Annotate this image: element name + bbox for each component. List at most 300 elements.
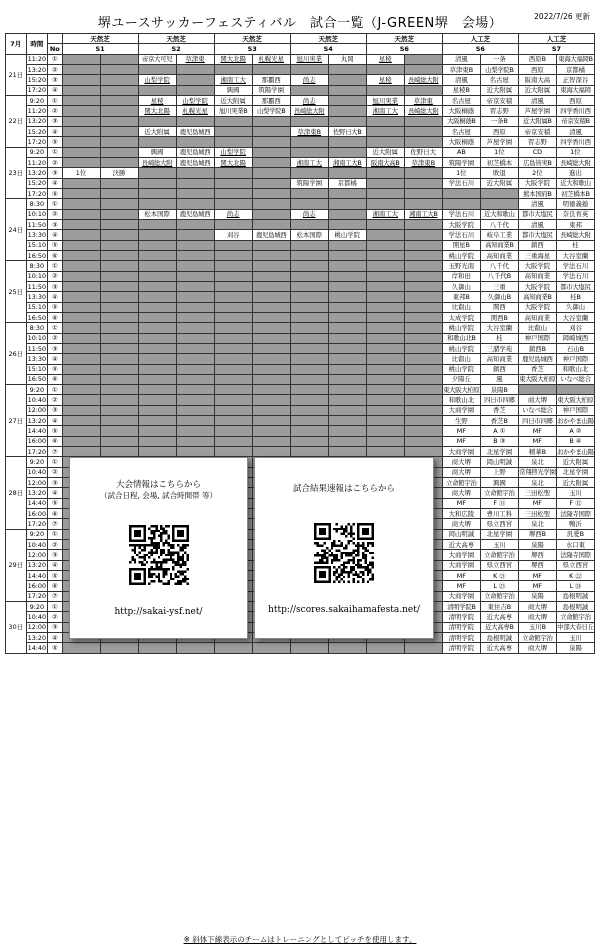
match-number-cell: ① [48, 602, 62, 612]
empty-cell [366, 199, 404, 209]
qr-module [324, 549, 326, 551]
match-number-cell: ② [48, 209, 62, 219]
qr-module [162, 575, 164, 577]
team-cell: 三重 [480, 281, 518, 291]
qr-module [179, 525, 181, 527]
qr-module [357, 542, 359, 544]
qr-module [165, 542, 167, 544]
empty-cell [252, 64, 290, 74]
qr-code-icon[interactable] [129, 525, 189, 585]
team-cell: 札幌光星 [176, 106, 214, 116]
qr-module [338, 566, 340, 568]
match-number-cell: ⑦ [48, 591, 62, 601]
empty-cell [214, 364, 252, 374]
qr-module [316, 537, 318, 539]
qr-module [319, 576, 321, 578]
team-cell: 大商学園 [442, 405, 480, 415]
empty-cell [366, 312, 404, 322]
empty-cell [176, 116, 214, 126]
qr-module [357, 576, 359, 578]
qr-module [321, 559, 323, 561]
time-cell: 8:30 [26, 323, 48, 333]
tournament-info-url[interactable]: http://sakai-ysf.net/ [114, 607, 203, 617]
qr-module [172, 544, 174, 546]
time-cell: 10:40 [27, 468, 47, 477]
empty-cell [290, 405, 328, 415]
qr-module [350, 571, 352, 573]
team-cell: 東大阪大柏原 [557, 396, 594, 405]
qr-module [362, 566, 364, 568]
qr-module [328, 528, 330, 530]
qr-module [367, 581, 369, 583]
qr-module [372, 537, 374, 539]
team-cell: 玉川 [480, 540, 518, 550]
time-cell: 9:20 [26, 147, 48, 157]
updated-date: 2022/7/26 更新 [534, 12, 590, 21]
qr-module [143, 580, 145, 582]
qr-module [177, 544, 179, 546]
qr-module [348, 542, 350, 544]
qr-module [336, 559, 338, 561]
table-row [6, 416, 595, 426]
empty-cell [328, 416, 366, 426]
qr-module [160, 537, 162, 539]
qr-module [333, 573, 335, 575]
time-cell: 17:20 [27, 447, 47, 456]
empty-cell [252, 261, 290, 271]
empty-cell [252, 302, 290, 312]
empty-cell [62, 395, 100, 405]
empty-cell [328, 302, 366, 312]
empty-cell [214, 447, 252, 457]
empty-cell [214, 302, 252, 312]
empty-cell [138, 188, 176, 198]
team-cell: CD [518, 147, 556, 157]
qr-module [338, 576, 340, 578]
team-cell: 大商学園 [442, 447, 480, 457]
team-cell: 1位 [556, 147, 594, 157]
qr-module [319, 528, 321, 530]
qr-module [136, 525, 138, 527]
qr-module [150, 542, 152, 544]
table-row [6, 364, 595, 374]
qr-module [143, 568, 145, 570]
empty-cell [328, 199, 366, 209]
empty-cell [252, 209, 290, 219]
empty-cell [252, 354, 290, 364]
qr-module [138, 575, 140, 577]
team-cell: 尚志 [290, 209, 328, 219]
qr-module [160, 532, 162, 534]
qr-module [172, 568, 174, 570]
time-cell: 9:20 [26, 602, 48, 612]
empty-cell [328, 106, 366, 116]
team-cell: 商大堺 [442, 467, 480, 477]
empty-cell [366, 643, 404, 653]
team-cell: 泉北 [518, 457, 556, 467]
qr-module [321, 554, 323, 556]
qr-module [372, 545, 374, 547]
team-cell: 大和広陵 [442, 509, 480, 519]
empty-cell [214, 219, 252, 229]
team-cell: 比叡山 [442, 354, 480, 364]
empty-cell [176, 281, 214, 291]
team-cell: 法隆寺国際 [556, 509, 594, 519]
team-cell: 阪南大高B [366, 157, 404, 167]
qr-module [143, 544, 145, 546]
results-url[interactable]: http://scores.sakaihamafesta.net/ [268, 605, 420, 615]
time-cell: 11:20 [27, 55, 47, 64]
qr-module [364, 530, 366, 532]
empty-cell [176, 250, 214, 260]
team-cell: 長崎総大附 [556, 157, 594, 167]
qr-module [357, 533, 359, 535]
empty-cell [366, 364, 404, 374]
time-cell: 11:50 [27, 220, 47, 229]
team-cell: B ③ [480, 436, 518, 446]
team-cell: 法隆寺国際 [556, 550, 594, 560]
empty-cell [404, 281, 442, 291]
qr-module [372, 578, 374, 580]
qr-module [340, 552, 342, 554]
empty-cell [252, 405, 290, 415]
empty-cell [100, 436, 138, 446]
team-cell: 東邦B [442, 292, 480, 302]
team-cell: 大商学園 [442, 550, 480, 560]
qr-module [319, 533, 321, 535]
time-header: 時間 [26, 34, 48, 55]
empty-cell [404, 230, 442, 240]
qr-module [357, 525, 359, 527]
team-cell: 関大北陽 [138, 106, 176, 116]
qr-module [314, 530, 316, 532]
time-cell: 13:20 [27, 561, 47, 570]
table-row [6, 178, 595, 188]
qr-module [155, 549, 157, 551]
empty-cell [62, 116, 100, 126]
team-cell: 長崎総大附 [138, 157, 176, 167]
qr-module [133, 525, 135, 527]
qr-module [328, 566, 330, 568]
team-cell: 熊本国府B [518, 188, 556, 198]
qr-module [167, 559, 169, 561]
qr-module [345, 528, 347, 530]
qr-module [340, 573, 342, 575]
empty-cell [404, 416, 442, 426]
qr-module [350, 540, 352, 542]
qr-module [177, 525, 179, 527]
team-cell: 和歌山北 [442, 395, 480, 405]
qr-module [364, 547, 366, 549]
team-cell: 桂 [556, 240, 594, 250]
qr-module [129, 530, 131, 532]
team-cell: 鎮西 [518, 240, 556, 250]
team-cell: 西原 [480, 126, 518, 136]
team-cell: 鹿児島城西 [176, 126, 214, 136]
team-cell: F ⑫ [556, 498, 594, 508]
qr-module [172, 566, 174, 568]
qr-module [314, 581, 316, 583]
empty-cell [404, 354, 442, 364]
qr-module [338, 528, 340, 530]
empty-cell [176, 405, 214, 415]
time-cell: 15:10 [27, 241, 47, 250]
empty-cell [366, 354, 404, 364]
qr-module [172, 539, 174, 541]
team-cell: 学法石川 [556, 271, 594, 281]
qr-module [157, 566, 159, 568]
qr-module [167, 525, 169, 527]
match-number-cell: ① [48, 529, 62, 539]
time-cell: 13:20 [27, 117, 47, 126]
team-cell: 近大附属 [480, 85, 518, 95]
empty-cell [290, 312, 328, 322]
empty-cell [100, 374, 138, 384]
team-cell: 大阪学院 [518, 302, 556, 312]
qr-module [167, 551, 169, 553]
qr-module [345, 566, 347, 568]
team-cell: 香芝 [480, 405, 518, 415]
team-cell: 清明学院 [442, 622, 480, 632]
qr-module [326, 581, 328, 583]
qr-module [150, 537, 152, 539]
qr-module [367, 523, 369, 525]
qr-module [372, 576, 374, 578]
footnote: ※ 斜体下線表示のチームはトレーニングとしてピッチを使用します。 [183, 935, 417, 944]
qr-module [138, 535, 140, 537]
empty-cell [328, 75, 366, 85]
qr-module [153, 535, 155, 537]
qr-module [162, 568, 164, 570]
qr-module [357, 530, 359, 532]
field-name-header: S6 [366, 44, 442, 54]
qr-module [155, 561, 157, 563]
qr-module [324, 573, 326, 575]
empty-cell [214, 116, 252, 126]
empty-cell [290, 64, 328, 74]
empty-cell [176, 447, 214, 457]
empty-cell [328, 323, 366, 333]
empty-cell [100, 405, 138, 415]
empty-cell [290, 240, 328, 250]
team-cell: MF [442, 426, 480, 436]
team-cell: 清明学院 [442, 612, 480, 622]
empty-cell [290, 219, 328, 229]
qr-module [141, 539, 143, 541]
empty-cell [62, 137, 100, 147]
qr-module [145, 561, 147, 563]
team-cell: 刈谷 [556, 323, 594, 333]
qr-module [357, 528, 359, 530]
empty-cell [138, 395, 176, 405]
qr-module [136, 573, 138, 575]
qr-module [362, 545, 364, 547]
qr-module [177, 563, 179, 565]
team-cell: MF [518, 581, 556, 591]
match-number-cell: ② [48, 157, 62, 167]
team-cell: 丸岡 [328, 54, 366, 64]
qr-module [143, 559, 145, 561]
empty-cell [404, 405, 442, 415]
qr-module [165, 539, 167, 541]
team-cell: 堺西 [518, 550, 556, 560]
qr-module [138, 530, 140, 532]
empty-cell [480, 188, 518, 198]
qr-module [372, 561, 374, 563]
match-number-cell: ⑤ [48, 643, 62, 653]
field-type-header: 天然芝 [214, 34, 290, 44]
qr-module [367, 537, 369, 539]
field-type-header: 天然芝 [290, 34, 366, 44]
empty-cell [404, 126, 442, 136]
qr-module [324, 554, 326, 556]
match-number-cell: ⑤ [48, 302, 62, 312]
empty-cell [100, 395, 138, 405]
qr-module [184, 525, 186, 527]
qr-module [362, 554, 364, 556]
empty-cell [100, 178, 138, 188]
qr-module [345, 571, 347, 573]
time-cell: 16:00 [27, 437, 47, 446]
team-cell: 都市大塩尻 [518, 230, 556, 240]
empty-cell [100, 188, 138, 198]
team-cell: 湘南工大B [404, 209, 442, 219]
results-panel[interactable] [254, 457, 434, 639]
qr-module [314, 535, 316, 537]
time-cell: 13:20 [27, 416, 47, 425]
qr-module [348, 576, 350, 578]
qr-module [331, 547, 333, 549]
empty-cell [290, 292, 328, 302]
qr-module [129, 578, 131, 580]
qr-module [129, 539, 131, 541]
team-cell: 帝京安積B [556, 116, 594, 126]
qr-module [157, 575, 159, 577]
qr-module [129, 573, 131, 575]
time-cell: 10:10 [27, 334, 47, 343]
empty-cell [290, 374, 328, 384]
qr-module [162, 527, 164, 529]
qr-module [343, 552, 345, 554]
qr-module [352, 559, 354, 561]
empty-cell [328, 312, 366, 322]
qr-module [181, 549, 183, 551]
team-cell: 生野 [442, 416, 480, 426]
qr-module [319, 559, 321, 561]
qr-module [133, 575, 135, 577]
qr-module [179, 530, 181, 532]
qr-module [360, 537, 362, 539]
empty-cell [290, 168, 328, 178]
qr-module [172, 525, 174, 527]
team-cell: 興國 [480, 478, 518, 488]
qr-module [350, 554, 352, 556]
team-cell: 佐野日大 [404, 147, 442, 157]
qr-module [177, 551, 179, 553]
qr-code-icon[interactable] [314, 523, 374, 583]
team-cell: 桂 [480, 333, 518, 343]
qr-module [340, 533, 342, 535]
time-cell: 13:20 [27, 489, 47, 498]
time-cell: 12:00 [27, 478, 47, 487]
qr-module [174, 583, 176, 585]
qr-module [372, 542, 374, 544]
team-cell: 決勝 [100, 168, 138, 178]
qr-module [328, 554, 330, 556]
qr-module [314, 537, 316, 539]
empty-cell [138, 436, 176, 446]
qr-module [131, 556, 133, 558]
team-cell: 関大北陽 [214, 157, 252, 167]
empty-cell [138, 323, 176, 333]
day-cell: 26日 [6, 323, 27, 385]
qr-module [177, 583, 179, 585]
team-cell: 名古屋 [480, 75, 518, 85]
qr-module [133, 578, 135, 580]
empty-cell [214, 261, 252, 271]
day-cell: 22日 [6, 95, 27, 147]
qr-module [155, 525, 157, 527]
team-cell: 県立西宮 [480, 560, 518, 570]
qr-module [186, 544, 188, 546]
empty-cell [404, 250, 442, 260]
match-number-cell: ④ [48, 178, 62, 188]
empty-cell [62, 126, 100, 136]
empty-cell [176, 271, 214, 281]
qr-module [319, 523, 321, 525]
qr-module [364, 549, 366, 551]
qr-module [129, 535, 131, 537]
team-cell: 草津東 [404, 95, 442, 105]
empty-cell [252, 281, 290, 291]
qr-module [372, 573, 374, 575]
field-name-header: S1 [62, 44, 138, 54]
empty-cell [366, 168, 404, 178]
qr-module [129, 580, 131, 582]
empty-cell [328, 219, 366, 229]
team-cell: 近大高専 [442, 540, 480, 550]
empty-cell [290, 416, 328, 426]
empty-cell [214, 250, 252, 260]
empty-cell [252, 147, 290, 157]
qr-module [148, 537, 150, 539]
qr-module [316, 566, 318, 568]
qr-module [184, 547, 186, 549]
empty-cell [252, 436, 290, 446]
qr-module [372, 552, 374, 554]
team-cell: 帝京安積 [480, 95, 518, 105]
team-cell: 四日市四郷 [518, 416, 556, 426]
qr-module [150, 525, 152, 527]
field-type-header: 人工芝 [518, 34, 594, 44]
qr-module [167, 542, 169, 544]
tournament-info-panel[interactable] [69, 457, 248, 639]
empty-cell [214, 385, 252, 395]
qr-module [350, 528, 352, 530]
empty-cell [252, 312, 290, 322]
time-cell: 17:20 [27, 520, 47, 529]
qr-module [324, 576, 326, 578]
empty-cell [100, 364, 138, 374]
qr-module [181, 559, 183, 561]
qr-module [314, 569, 316, 571]
qr-module [355, 571, 357, 573]
empty-cell [404, 333, 442, 343]
qr-module [169, 547, 171, 549]
team-cell: 堺西 [518, 560, 556, 570]
qr-module [345, 530, 347, 532]
team-cell: 1位 [442, 168, 480, 178]
